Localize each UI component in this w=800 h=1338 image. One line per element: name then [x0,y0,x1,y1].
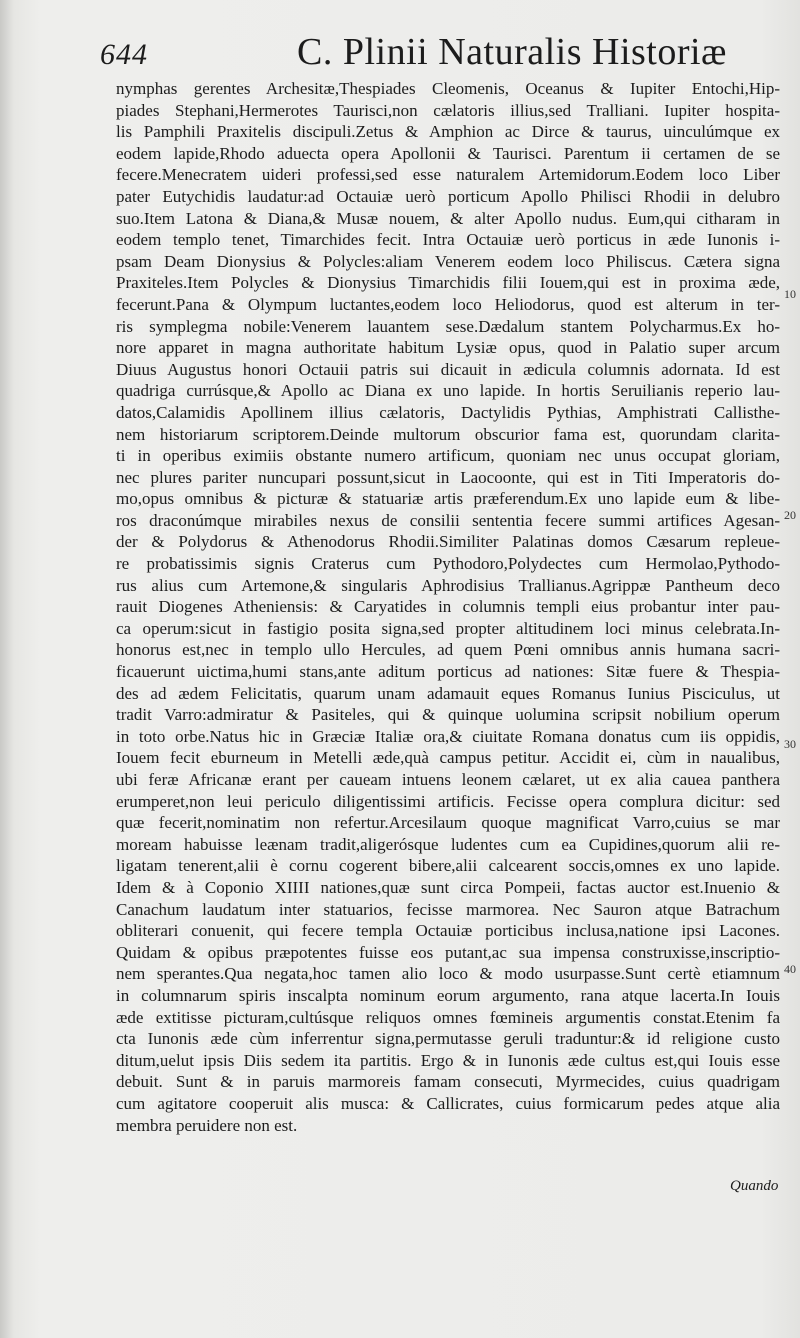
text-line: in columnarum spiris inscalpta nominum eorum argumento, rana atque lacerta.In Iouis [116,985,780,1005]
text-line: ca operum:sicut in fastigio posita signa,sed propter altitudinem loci minus celebrata.In- [116,618,780,638]
text-line: obliterari conuenit, qui fecere templa Octauiæ porticibus inclusa,natione ipsi Lacones. [116,921,780,941]
text-line: debuit. Sunt & in paruis marmoreis famam consecuti, Myrmecides, cuius quadrigam [116,1072,780,1092]
margin-line-number: 40 [784,962,796,976]
page-header [100,30,780,76]
text-line: tradit Varro:admiratur & Pasiteles, qui & quinque uolumina scripsit nobilium operum [116,705,780,725]
text-line: fecere.Menecratem uideri professi,sed esse naturalem Artemidorum.Eodem loco Liber [116,165,780,185]
running-title: C. Plinii Naturalis Historiæ [297,31,727,73]
text-line: moream habuisse leænam tradit,aligerósque ludentes cum ea Cupidines,quorum alii re- [116,834,780,854]
text-line: Canachum laudatum inter statuarios, fecisse marmorea. Nec Sauron atque Batrachum [116,899,780,919]
text-line: ubi feræ Africanæ erant per caueam intuens leonem cælaret, ut ex alia cauea panthera [116,770,780,789]
text-line: in toto orbe.Natus hic in Græciæ Italiæ ora,& ciuitate Romana donatus cum iis oppidis, [116,726,780,746]
text-line: Idem & à Coponio XIIII nationes,quæ sunt circa Pompeii, factas auctor est.Inuenio & [116,877,780,897]
catchword: Quando [730,1178,779,1194]
text-line: cum agitatore cooperuit alis musca: & Callicrates, cuius formicarum pedes atque alia [116,1093,780,1113]
text-line: rauit Diogenes Atheniensis: & Caryatides in columnis templi eius probantur inter pau- [116,597,780,617]
text-line: æde extitisse picturam,cultúsque reliquos omnes fœmineis argumentis constat.Etenim fa [116,1007,780,1027]
text-line: ros draconúmque mirabiles nexus de consilii sententia fecere summi artifices Agesan- [116,510,780,530]
text-line: Praxiteles.Item Polycles & Dionysius Timarchidis filii Iouem,qui est in proxima æde, [116,273,780,293]
text-line: erumperet,non leui periculo diligentissimi artificis. Fecisse opera complura dicitur: sed [116,791,780,811]
text-line: nem sperantes.Qua negata,hoc tamen alio loco & modo usurpasse.Sunt certè etiamnum [116,964,780,984]
text-line: fecerunt.Pana & Olympum luctantes,eodem loco Heliodorus, quod est alterum in ter- [116,294,780,314]
text-line: piades Stephani,Hermerotes Taurisci,non cælatoris illius,sed Tralliani. Iupiter hospita- [116,100,780,120]
text-line: nec plures pariter nuncupari possunt,sicut in Laocoonte, qui est in Titi Imperatoris do- [116,467,780,487]
text-line: Quidam & opibus præpotentes fuisse eos putant,ac sua impensa construxisse,inscriptio- [116,942,780,962]
text-line: ditum,uelut ipsis Diis sedem ita partitis. Ergo & in Iunonis æde cultus est,qui Iouis esse [116,1050,780,1070]
page-number: 644 [100,38,148,71]
text-line: quæ fecerit,nominatim non refertur.Arcesilaum quoque magnificat Varro,cuius se mar [116,813,780,833]
text-line: rus alius cum Artemone,& singularis Aphrodisius Trallianus.Agrippæ Pantheum deco [116,575,780,595]
text-line: quadriga currúsque,& Apollo ac Diana ex uno lapide. In hortis Seruilianis reperio lau- [116,381,780,401]
text-line: nore apparet in magna authoritate habitum Lysiæ opus, quod in Palatio super arcum [116,338,780,358]
margin-line-number: 10 [784,287,796,301]
body-text [116,78,780,1136]
text-line: eodem templo tenet, Timarchides fecit. Intra Octauiæ uerò porticus in æde Iunonis i- [116,230,780,250]
margin-line-number: 20 [784,508,796,522]
text-line: ligatam tenerent,alii è cornu cogerent bibere,alii calcearent soccis,omnes ex uno lapide. [116,856,780,876]
text-line: lis Pamphili Praxitelis discipuli.Zetus & Amphion ac Dirce & taurus, uinculúmque ex [116,122,780,142]
text-line: nymphas gerentes Archesitæ,Thespiades Cleomenis, Oceanus & Iupiter Entochi,Hip- [116,79,780,98]
text-line: des ad ædem Felicitatis, quarum unam adamauit eques Romanus Iunius Pisciculus, ut [116,683,780,703]
text-line: honorus est,nec in templo ullo Hercules, ad quem Pœni omnibus annis humana sacri- [116,640,780,660]
text-line: mo,opus omnibus & picturæ & statuariæ artis præferendum.Ex uno lapide eum & libe- [116,489,780,509]
text-line: membra peruidere non est. [116,1115,298,1135]
text-line: cta Iunonis æde cùm inferrentur signa,permutasse geruli traduntur:& id religione custo [116,1029,780,1049]
text-line: Iouem fecit eburneum in Metelli æde,quà campus petitur. Accidit ei, cùm in naualibus, [116,748,780,768]
text-line: ti in operibus eximiis obstante numero artificum, quoniam nec unus occupat gloriam, [116,446,780,466]
text-line: psam Deam Dionysius & Polycles:aliam Venerem eodem loco Philiscus. Cætera signa [116,251,780,271]
text-line: re probatissimis signis Craterus cum Pythodoro,Polydectes cum Hermolao,Pythodo- [116,554,780,574]
text-line: Diuus Augustus honori Octauii patris sui dicauit in ædicula columnis adornata. Id est [116,359,780,379]
text-line: suo.Item Latona & Diana,& Musæ nouem, & alter Apollo nudus. Eum,qui citharam in [116,208,780,228]
text-line: eodem lapide,Rhodo aduecta opera Apollonii & Taurisci. Parentum ii certamen de se [116,143,780,163]
text-line: nem historiarum scriptorem.Deinde multorum obscurior fama est, quorundam clarita- [116,424,780,444]
margin-line-number: 30 [784,737,796,751]
text-line: ficauerunt uictima,humi stans,ante aditum porticus ad nationes: Sitæ fuere & Thespia- [116,662,780,682]
text-line: der & Polydorus & Athenodorus Rhodii.Similiter Palatinas domos Cæsarum repleue- [116,532,780,552]
text-line: ris symplegma nobile:Venerem lauantem sese.Dædalum stantem Polycharmus.Ex ho- [116,316,780,336]
text-line: datos,Calamidis Apollinem illius cælatoris, Dactylidis Pythias, Amphistrati Callisthe- [116,402,780,422]
text-line: pater Eutychidis laudatur:ad Octauiæ uerò porticum Apollo Philisci Rhodii in delubro [116,186,780,206]
